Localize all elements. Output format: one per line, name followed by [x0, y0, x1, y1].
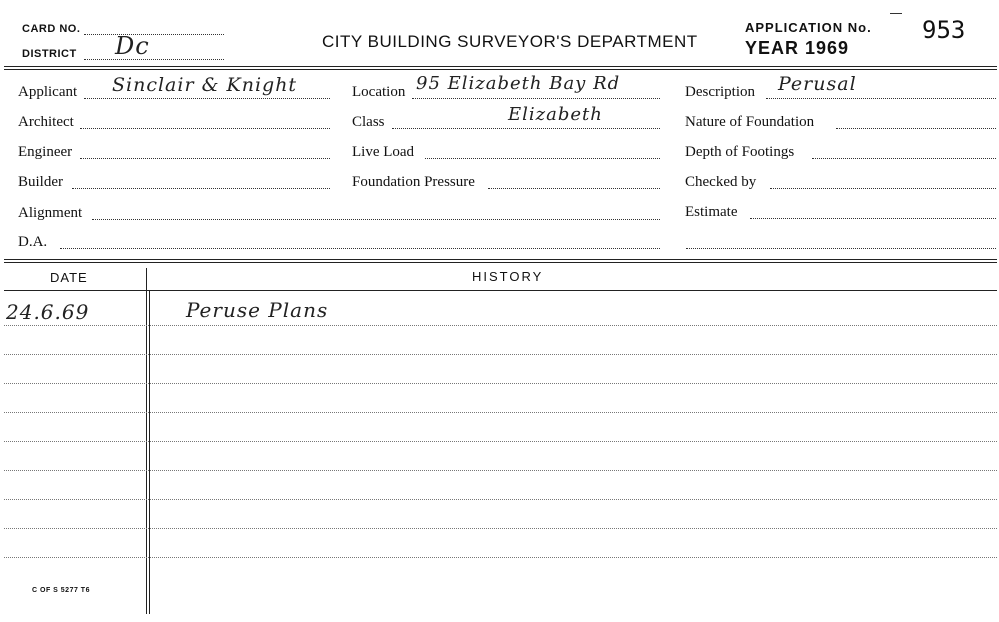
district-label: DISTRICT [22, 48, 77, 60]
applicant-line [84, 98, 330, 99]
estimate-line [750, 218, 996, 219]
history-row-line [4, 354, 997, 355]
header-rule-bottom [4, 69, 997, 70]
description-line [766, 98, 996, 99]
live-load-line [425, 158, 660, 159]
class-label: Class [352, 114, 385, 130]
date-header: DATE [50, 270, 88, 285]
da-label: D.A. [18, 234, 48, 250]
history-row-line [4, 528, 997, 529]
history-row-line [4, 441, 997, 442]
district-value: Dc [115, 32, 150, 60]
location-value-suburb: Elizabeth [508, 104, 603, 125]
description-label: Description [685, 84, 755, 100]
application-label: APPLICATION No. [745, 20, 872, 35]
nature-of-foundation-line [836, 128, 996, 129]
history-header: HISTORY [472, 269, 544, 284]
description-value: Perusal [778, 73, 857, 95]
builder-label: Builder [18, 174, 63, 190]
depth-of-footings-line [812, 158, 996, 159]
card-no-label: CARD NO. [22, 23, 81, 35]
estimate-label: Estimate [685, 204, 738, 220]
history-row-line [4, 557, 997, 558]
tick-mark [890, 13, 902, 14]
architect-label: Architect [18, 114, 74, 130]
depth-of-footings-label: Depth of Footings [685, 144, 795, 160]
location-label: Location [352, 84, 406, 100]
application-number: 953 [922, 16, 966, 44]
engineer-label: Engineer [18, 144, 73, 160]
header-rule-top [4, 66, 997, 67]
extra-line [686, 248, 996, 249]
alignment-line [92, 219, 660, 220]
history-rule-top [4, 259, 997, 260]
applicant-value: Sinclair & Knight [112, 74, 298, 96]
foundation-pressure-label: Foundation Pressure [352, 174, 475, 190]
history-rule-bottom [4, 262, 997, 263]
history-row-line [4, 412, 997, 413]
history-entry-text: Peruse Plans [186, 298, 329, 322]
foundation-pressure-line [488, 188, 660, 189]
applicant-label: Applicant [18, 84, 78, 100]
history-entry-date: 24.6.69 [6, 300, 90, 324]
checked-by-label: Checked by [685, 174, 757, 190]
architect-line [80, 128, 330, 129]
year-label: YEAR 1969 [745, 38, 850, 58]
history-row-line [4, 499, 997, 500]
page-title: CITY BUILDING SURVEYOR'S DEPARTMENT [322, 32, 698, 51]
form-code: C OF S 5277 T6 [32, 587, 90, 594]
live-load-label: Live Load [352, 144, 415, 160]
district-line [84, 59, 224, 60]
date-column-divider-inner [149, 290, 150, 614]
location-line [412, 98, 660, 99]
history-header-rule [4, 290, 997, 291]
engineer-line [80, 158, 330, 159]
card-no-line [84, 34, 224, 35]
history-row-line [4, 325, 997, 326]
nature-of-foundation-label: Nature of Foundation [685, 114, 815, 130]
history-row-line [4, 470, 997, 471]
checked-by-line [770, 188, 996, 189]
location-value: 95 Elizabeth Bay Rd [416, 73, 621, 94]
alignment-label: Alignment [18, 205, 83, 221]
builder-line [72, 188, 330, 189]
history-row-line [4, 383, 997, 384]
da-line [60, 248, 660, 249]
class-line [392, 128, 660, 129]
